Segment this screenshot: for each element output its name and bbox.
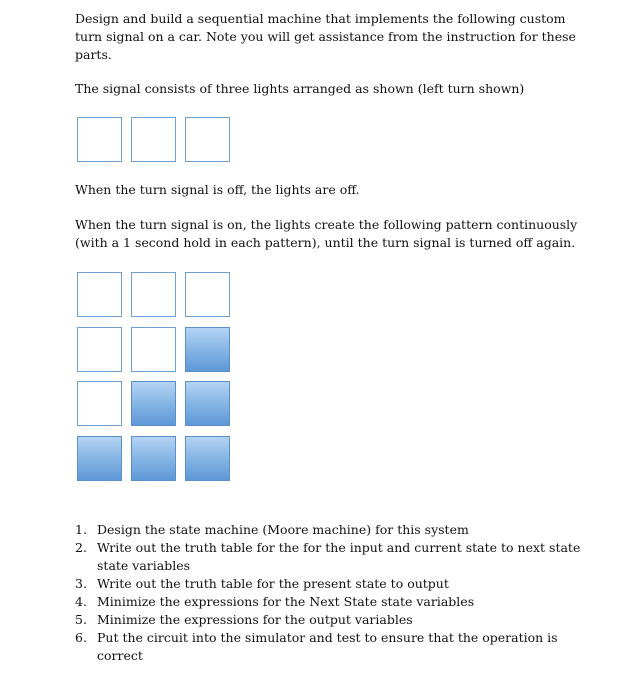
pattern-row-2 [77,327,232,372]
pattern-3-light-1 [77,381,122,426]
pattern-3-light-3 [185,381,230,426]
task-number: 3. [75,576,87,591]
task-number: 6. [75,630,87,645]
task-item [75,521,595,539]
task-text: Minimize the expressions for the output variables [97,612,413,627]
pattern-3-light-2 [131,381,176,426]
task-number: 2. [75,540,87,555]
task-item [75,629,595,665]
task-text: Minimize the expressions for the Next State state variables [97,594,475,609]
task-text: Design the state machine (Moore machine) for this system [97,522,469,537]
pattern-4-light-1 [77,436,122,481]
arrangement-light-2 [131,117,176,162]
pattern-2-light-3 [185,327,230,372]
intro-paragraph: Design and build a sequential machine that implements the following custom turn signal on a car. Note you will get assistance from the instruction for these parts. [75,11,576,62]
pattern-2-light-1 [77,327,122,372]
pattern-1-light-3 [185,272,230,317]
pattern-4-light-3 [185,436,230,481]
off-statement: When the turn signal is off, the lights are off. [75,182,360,197]
task-number: 5. [75,612,87,627]
pattern-1-light-2 [131,272,176,317]
on-statement: When the turn signal is on, the lights create the following pattern continuously (with a 1 second hold in each pattern), until the turn signal is turned off again. [75,217,578,250]
arrangement-lights [77,117,232,162]
pattern-1-light-1 [77,272,122,317]
pattern-row-3 [77,381,232,426]
task-text: Put the circuit into the simulator and test to ensure that the operation is correct [97,630,558,663]
task-item [75,539,595,575]
task-item [75,575,595,593]
pattern-row-4 [77,436,232,481]
pattern-4-light-2 [131,436,176,481]
arrangement-paragraph: The signal consists of three lights arranged as shown (left turn shown) [75,81,525,96]
task-item [75,593,595,611]
pattern-row-1 [77,272,232,317]
pattern-2-light-2 [131,327,176,372]
arrangement-light-3 [185,117,230,162]
task-number: 4. [75,594,87,609]
arrangement-light-1 [77,117,122,162]
task-text: Write out the truth table for the for the input and current state to next state state variables [97,540,581,573]
task-item [75,611,595,629]
task-number: 1. [75,522,87,537]
task-list [75,521,595,665]
task-text: Write out the truth table for the present state to output [97,576,449,591]
